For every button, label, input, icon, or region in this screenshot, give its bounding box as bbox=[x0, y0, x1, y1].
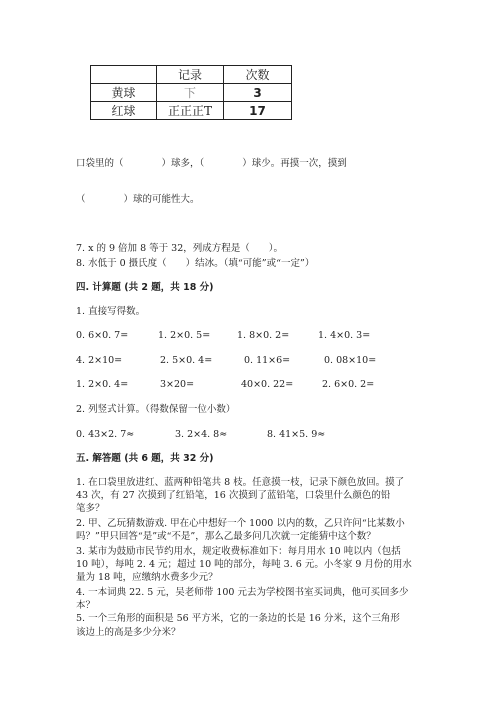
calc-item: 0. 43×2. 7≈ bbox=[76, 429, 135, 440]
table-cell-count: 17 bbox=[224, 102, 292, 120]
problem-line: 2. 甲、乙玩猜数游戏. 甲在心中想好一个 1000 以内的数，乙只许问“比某数小 bbox=[76, 518, 405, 529]
calc-item: 0. 6×0. 7= bbox=[76, 330, 129, 341]
problem-line: 3. 某市为鼓励市民节约用水，规定收费标准如下：每月用水 10 吨以内（包括 bbox=[76, 546, 401, 557]
calc-item: 0. 11×6= bbox=[244, 355, 291, 366]
problem-line: 该边上的高是多少分米？ bbox=[76, 627, 181, 638]
calc-item: 1. 8×0. 2= bbox=[237, 330, 290, 341]
problem-line: 量为 18 吨，应缴纳水费多少元？ bbox=[76, 572, 218, 583]
table-row bbox=[91, 102, 292, 120]
calc-item: 2. 6×0. 2= bbox=[322, 379, 375, 390]
calc-item: 3. 2×4. 8≈ bbox=[175, 429, 228, 440]
table-cell-record: 正正正T bbox=[157, 102, 224, 120]
problem-line: 本？ bbox=[76, 600, 96, 611]
calc-item: 8. 41×5. 9≈ bbox=[267, 429, 326, 440]
section-4-q2-title: 2. 列竖式计算。（得数保留一位小数） bbox=[76, 404, 236, 415]
problem-line: 吗？”甲只回答“是”或“不是”，那么乙最多问几次就一定能猜中这个数？ bbox=[76, 531, 376, 542]
calc-item: 1. 4×0. 3= bbox=[318, 330, 371, 341]
problem-line: 笔多？ bbox=[76, 503, 105, 514]
calc-item: 2. 5×0. 4= bbox=[160, 355, 213, 366]
section-4-title: 四. 计算题 (共 2 题，共 18 分) bbox=[76, 282, 214, 293]
question-6-line-2: （ ）球的可能性大。 bbox=[76, 194, 200, 205]
problem-line: 43 次，有 27 次摸到了红铅笔，16 次摸到了蓝铅笔，口袋里什么颜色的铅 bbox=[76, 490, 391, 501]
section-5-title: 五. 解答题 (共 6 题，共 32 分) bbox=[76, 453, 214, 464]
calc-item: 1. 2×0. 5= bbox=[158, 330, 211, 341]
problem-line: 1. 在口袋里放进红、蓝两种铅笔共 8 枝。任意摸一枝，记录下颜色放回。摸了 bbox=[76, 477, 405, 488]
table-cell-record: 下 bbox=[157, 84, 224, 102]
table-header-cell: 记录 bbox=[157, 66, 224, 84]
table-row bbox=[91, 84, 292, 102]
problem-line: 10 吨），每吨 2. 4 元；超过 10 吨的部分，每吨 3. 6 元。小冬家 9 月份的用水 bbox=[76, 559, 412, 570]
table-header-cell: 次数 bbox=[224, 66, 292, 84]
table-header-cell bbox=[91, 66, 157, 84]
question-6-line-1: 口袋里的（ ）球多，（ ）球少。再摸一次，摸到 bbox=[76, 158, 347, 169]
calc-item: 3×20= bbox=[160, 379, 195, 390]
question-8: 8. 水低于 0 摄氏度（ ）结冰。（填“可能”或“一定”） bbox=[76, 258, 315, 269]
problem-line: 4. 一本词典 22. 5 元，吴老师带 100 元去为学校图书室买词典，他可买回多少 bbox=[76, 587, 409, 598]
calc-item: 1. 2×0. 4= bbox=[76, 379, 129, 390]
problem-line: 5. 一个三角形的面积是 56 平方米，它的一条边的长是 16 分米，这个三角形 bbox=[76, 613, 400, 624]
table-cell-count: 3 bbox=[224, 84, 292, 102]
calc-item: 40×0. 22= bbox=[241, 379, 294, 390]
table-header-row bbox=[91, 66, 292, 84]
calc-item: 4. 2×10= bbox=[76, 355, 123, 366]
table-cell-name: 红球 bbox=[91, 102, 157, 120]
tally-table bbox=[90, 65, 292, 120]
table-cell-name: 黄球 bbox=[91, 84, 157, 102]
section-4-q1-title: 1. 直接写得数。 bbox=[76, 306, 146, 317]
question-7: 7. x 的 9 倍加 8 等于 32，列成方程是（ ）。 bbox=[76, 243, 283, 254]
calc-item: 0. 08×10= bbox=[324, 355, 377, 366]
